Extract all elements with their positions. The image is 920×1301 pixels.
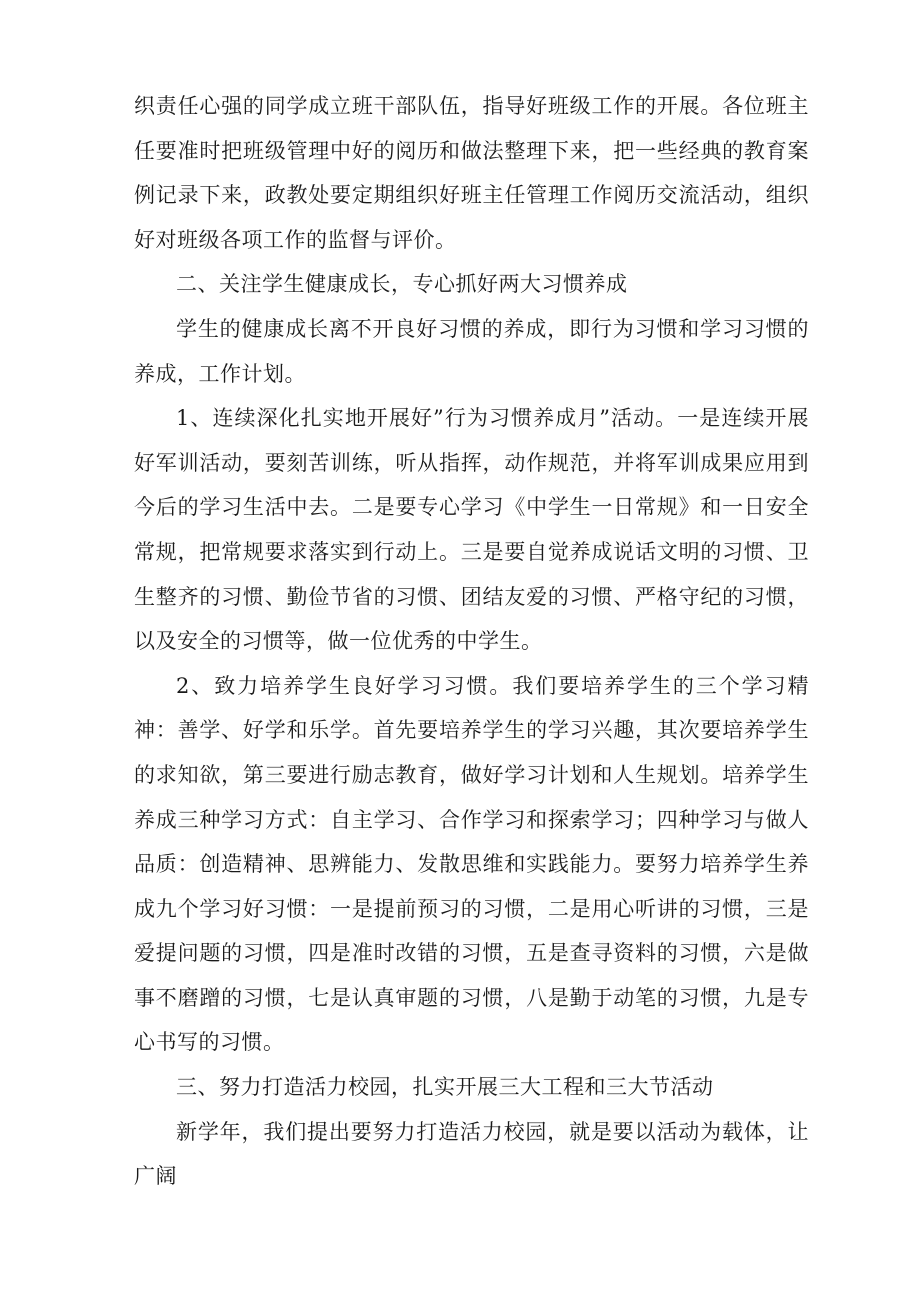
document-body: [134, 84, 809, 1199]
paragraph-campus-intro: 新学年，我们提出要努力打造活力校园，就是要以活动为载体，让广阔: [134, 1119, 809, 1189]
section-heading-campus: 三、努力打造活力校园，扎实开展三大工程和三大节活动: [176, 1075, 714, 1100]
paragraph-class-management: 织责任心强的同学成立班干部队伍，指导好班级工作的开展。各位班主任要准时把班级管理中好的阅历和做法整理下来，把一些经典的教育案例记录下来，政教处要定期组织好班主任管理工作阅历交流活动，组织好对班级各项工作的监督与评价。: [134, 94, 809, 252]
paragraph-study-habits: 2、致力培养学生良好学习习惯。我们要培养学生的三个学习精神：善学、好学和乐学。首先要培养学生的学习兴趣，其次要培养学生的求知欲，第三要进行励志教育，做好学习计划和人生规划。培养学生养成三种学习方式：自主学习、合作学习和探索学习；四种学习与做人品质：创造精神、思辨能力、发散思维和实践能力。要努力培养学生养成九个学习好习惯：一是提前预习的习惯，二是用心听讲的习惯，三是爱提问题的习惯，四是准时改错的习惯，五是查寻资料的习惯，六是做事不磨蹭的习惯，七是认真审题的习惯，八是勤于动笔的习惯，九是专心书写的习惯。: [134, 673, 809, 1055]
paragraph-behavior-habits: 1、连续深化扎实地开展好”行为习惯养成月”活动。一是连续开展好军训活动，要刻苦训练，听从指挥，动作规范，并将军训成果应用到今后的学习生活中去。二是要专心学习《中学生一日常规》和一日安全常规，把常规要求落实到行动上。三是要自觉养成说话文明的习惯、卫生整齐的习惯、勤俭节省的习惯、团结友爱的习惯、严格守纪的习惯，以及安全的习惯等，做一位优秀的中学生。: [134, 406, 809, 654]
section-heading-habits: 二、关注学生健康成长，专心抓好两大习惯养成: [176, 272, 628, 297]
paragraph-habits-intro: 学生的健康成长离不开良好习惯的养成，即行为习惯和学习习惯的养成，工作计划。: [134, 316, 809, 386]
